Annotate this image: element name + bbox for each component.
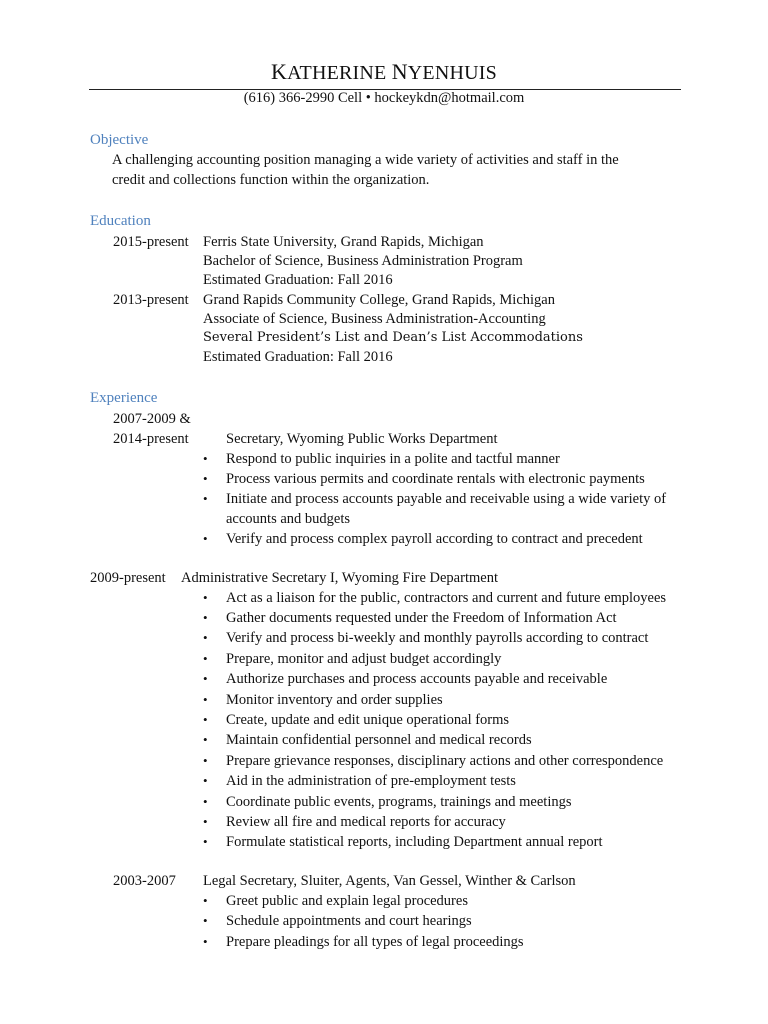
education-line: Grand Rapids Community College, Grand Rapids, Michigan (203, 292, 555, 308)
list-item-text: Create, update and edit unique operational forms (226, 712, 510, 728)
bullet-icon: • (203, 671, 208, 686)
list-item-text: Initiate and process accounts payable and receivable using a wide variety of (226, 491, 667, 507)
bullet-icon: • (203, 794, 208, 809)
job-date: 2014-present (113, 431, 189, 447)
list-item-text: Aid in the administration of pre-employment tests (226, 773, 516, 789)
bullet-icon: • (203, 834, 208, 849)
list-item-text: Prepare pleadings for all types of legal proceedings (226, 934, 524, 950)
education-line: Estimated Graduation: Fall 2016 (203, 272, 393, 288)
list-item-text: Prepare grievance responses, disciplinary actions and other correspondence (226, 753, 664, 769)
name-last-rest: YENHUIS (407, 62, 497, 84)
education-line: Bachelor of Science, Business Administration Program (203, 253, 523, 269)
list-item-text: Verify and process complex payroll according to contract and precedent (226, 531, 643, 547)
bullet-icon: • (203, 630, 208, 645)
list-item-text: Process various permits and coordinate rentals with electronic payments (226, 471, 645, 487)
list-item-text: Gather documents requested under the Freedom of Information Act (226, 610, 617, 626)
bullet-icon: • (203, 913, 208, 928)
experience-heading: Experience (90, 390, 158, 406)
education-line: Estimated Graduation: Fall 2016 (203, 349, 393, 365)
list-item-text: Respond to public inquiries in a polite and tactful manner (226, 451, 560, 467)
list-item-text: Verify and process bi-weekly and monthly payrolls according to contract (226, 630, 649, 646)
bullet-icon: • (203, 451, 208, 466)
list-item-text: Monitor inventory and order supplies (226, 692, 443, 708)
list-item-text: Authorize purchases and process accounts payable and receivable (226, 671, 608, 687)
name-last-initial: N (391, 59, 408, 84)
education-heading: Education (90, 213, 151, 229)
bullet-icon: • (203, 732, 208, 747)
list-item-text: Prepare, monitor and adjust budget accordingly (226, 651, 502, 667)
bullet-icon: • (203, 471, 208, 486)
job-date: 2009-present (90, 570, 166, 586)
education-line: Several President’s List and Dean’s List Accommodations (203, 330, 583, 345)
bullet-icon: • (203, 712, 208, 727)
bullet-icon: • (203, 610, 208, 625)
education-date: 2013-present (113, 292, 189, 308)
objective-line: A challenging accounting position managing a wide variety of activities and staff in the (112, 152, 619, 168)
job-date: 2003-2007 (113, 873, 176, 889)
job-title: Secretary, Wyoming Public Works Department (226, 431, 498, 447)
list-item-text: accounts and budgets (226, 511, 351, 527)
bullet-icon: • (203, 590, 208, 605)
bullet-icon: • (203, 893, 208, 908)
list-item-text: Coordinate public events, programs, trainings and meetings (226, 794, 572, 810)
bullet-icon: • (203, 531, 208, 546)
bullet-icon: • (203, 773, 208, 788)
name-first-initial: K (271, 59, 288, 84)
objective-line: credit and collections function within the organization. (112, 172, 430, 188)
education-line: Ferris State University, Grand Rapids, Michigan (203, 234, 484, 250)
list-item-text: Maintain confidential personnel and medical records (226, 732, 532, 748)
bullet-icon: • (203, 692, 208, 707)
bullet-icon: • (203, 814, 208, 829)
bullet-icon: • (203, 934, 208, 949)
objective-heading: Objective (90, 132, 149, 148)
education-line: Associate of Science, Business Administration-Accounting (203, 311, 546, 327)
contact-line: (616) 366-2990 Cell • hockeykdn@hotmail.com (243, 90, 525, 106)
name-first-rest: ATHERINE (287, 62, 387, 84)
list-item-text: Greet public and explain legal procedures (226, 893, 468, 909)
page-title (0, 61, 768, 83)
education-date: 2015-present (113, 234, 189, 250)
bullet-icon: • (203, 491, 208, 506)
bullet-icon: • (203, 651, 208, 666)
list-item-text: Review all fire and medical reports for accuracy (226, 814, 506, 830)
job-title: Legal Secretary, Sluiter, Agents, Van Gessel, Winther & Carlson (203, 873, 576, 889)
bullet-icon: • (203, 753, 208, 768)
job-date: 2007-2009 & (113, 411, 191, 427)
job-title: Administrative Secretary I, Wyoming Fire Department (181, 570, 498, 586)
list-item-text: Act as a liaison for the public, contractors and current and future employees (226, 590, 667, 606)
list-item-text: Formulate statistical reports, including Department annual report (226, 834, 603, 850)
list-item-text: Schedule appointments and court hearings (226, 913, 472, 929)
